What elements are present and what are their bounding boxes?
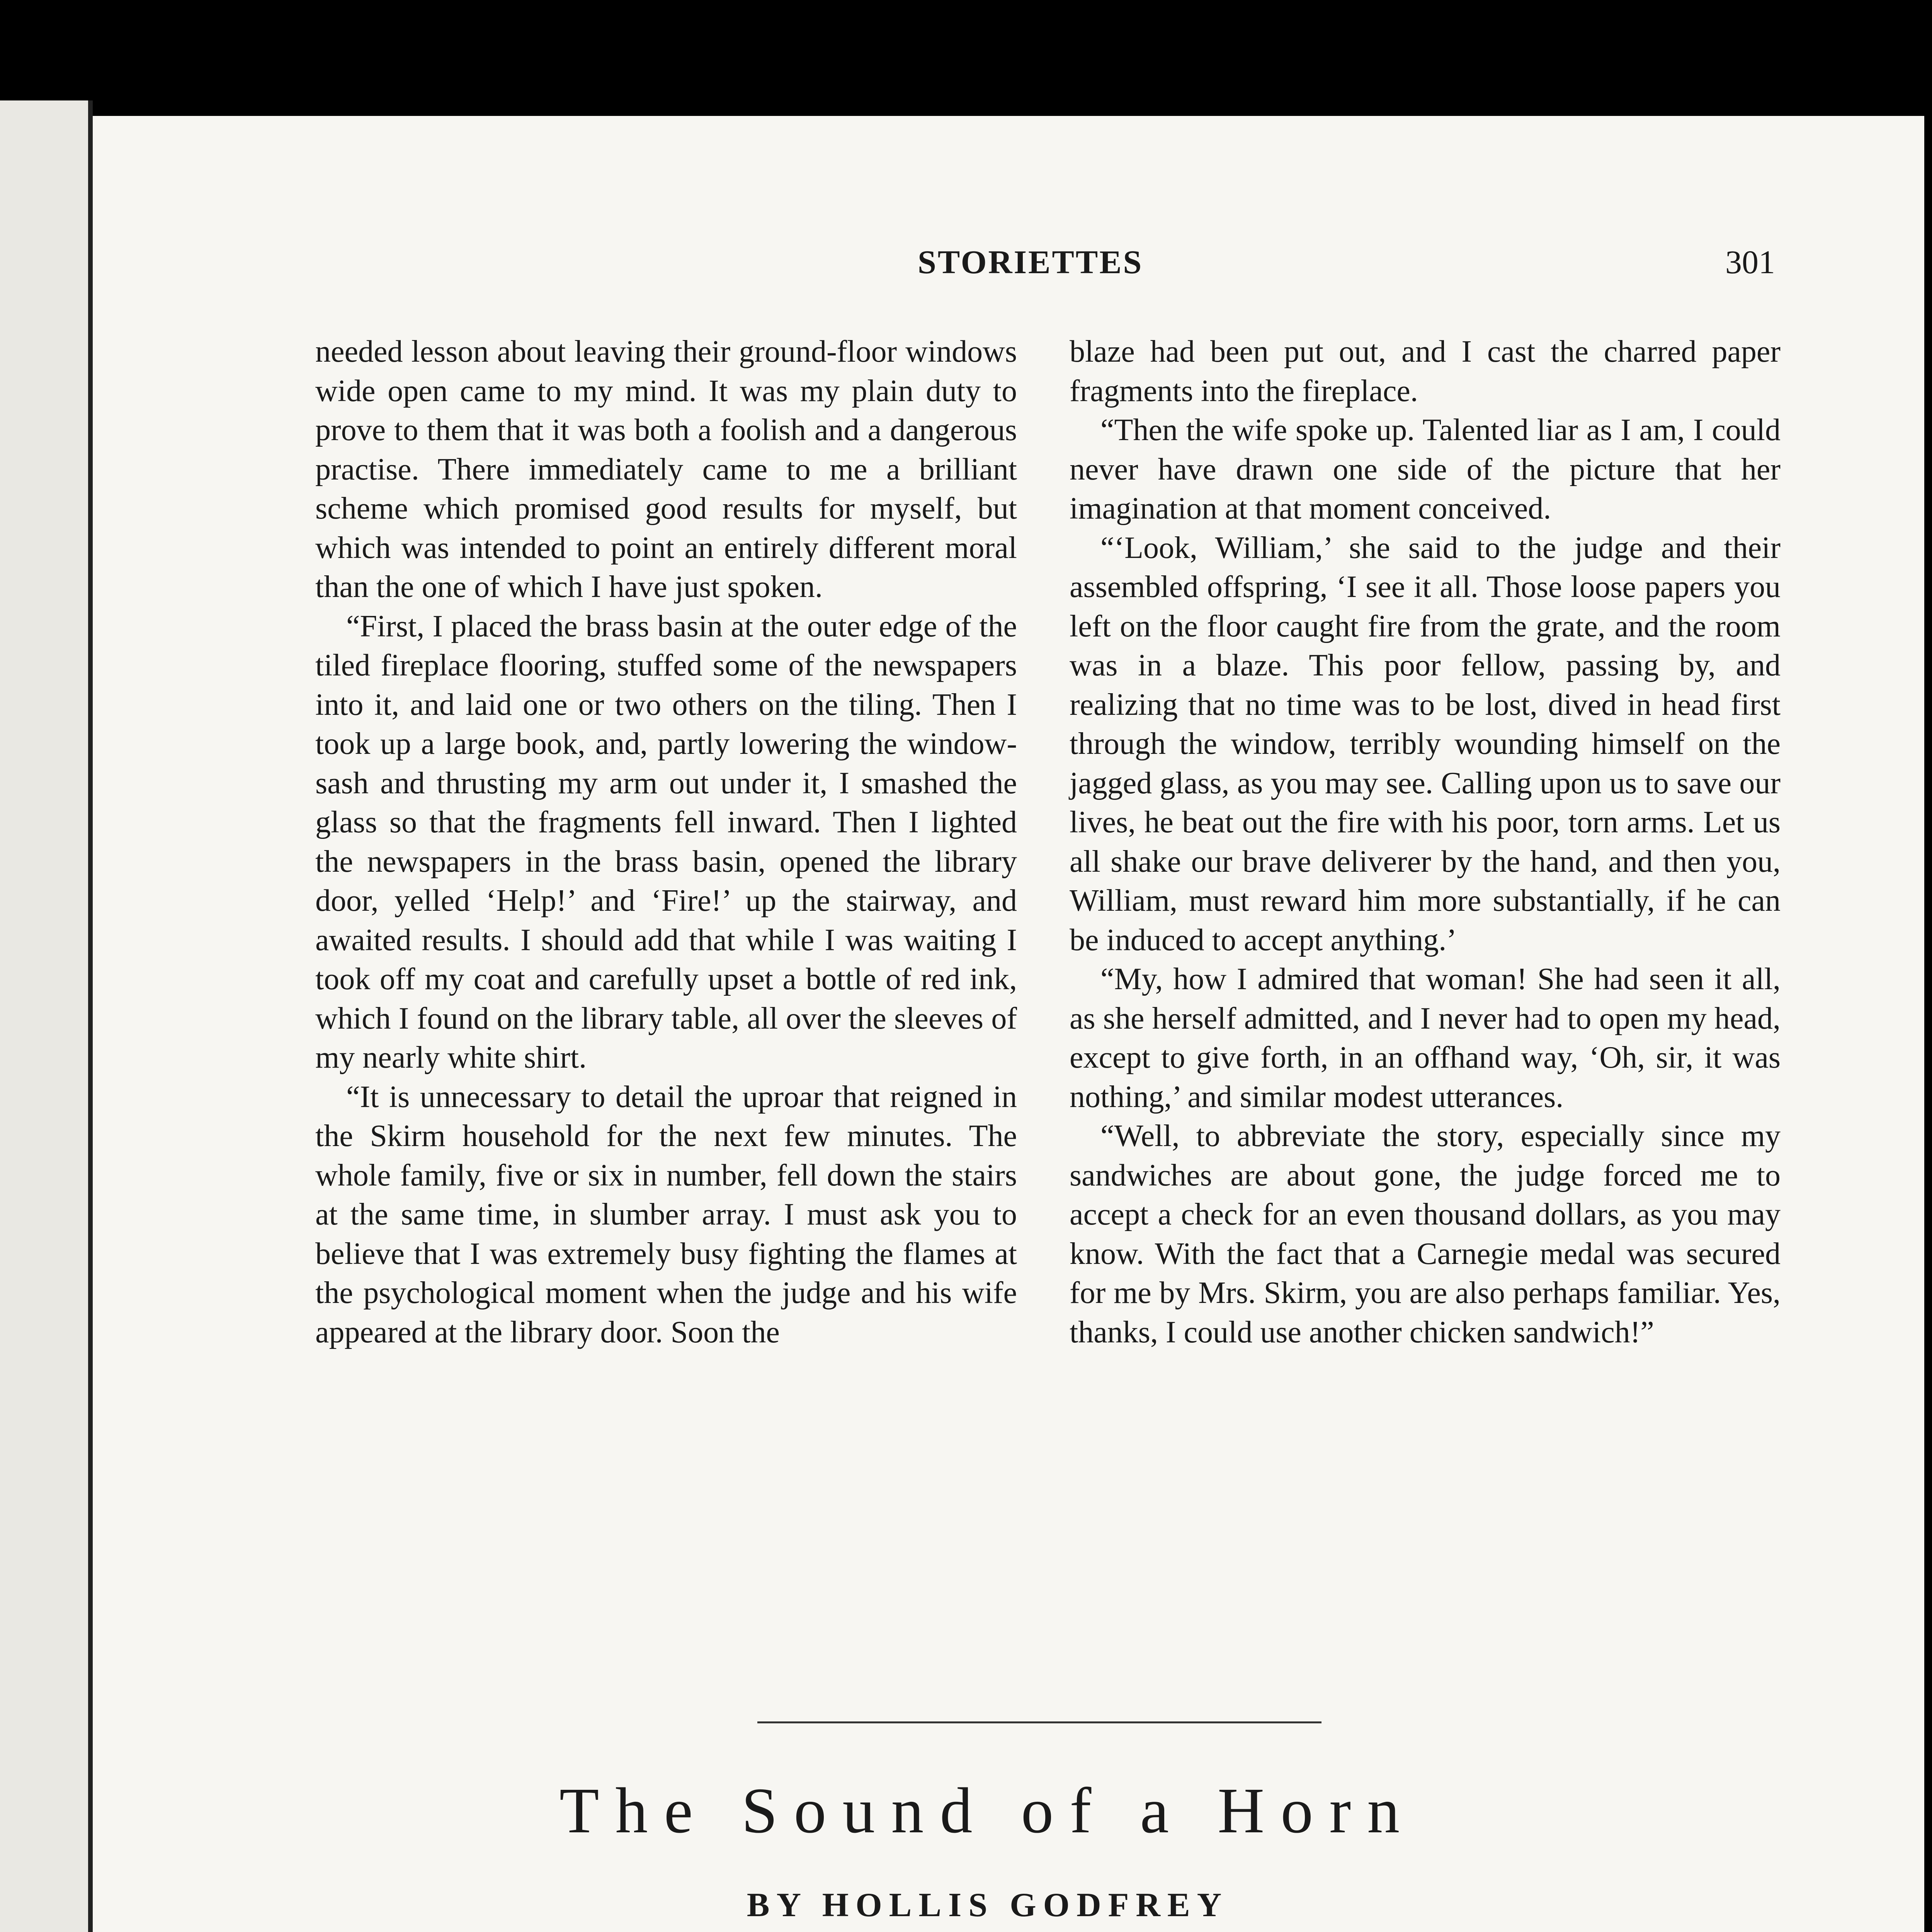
paragraph: blaze had been put out, and I cast the charred paper fragments into the fireplace. (1070, 335, 1781, 408)
page-number: 301 (1725, 243, 1775, 281)
paragraph: “My, how I admired that woman! She had seen it all, as she herself admitted, and I never had to open my head, except to give forth, in an offhand way, ‘Oh, sir, it was nothing,’ and similar modest utterances. (1070, 962, 1781, 1114)
column-left-top (315, 332, 1017, 1352)
running-head: STORIETTES (918, 243, 1143, 281)
paragraph: “It is unnecessary to detail the uproar that reigned in the Skirm household for the next few minutes. The whole family, five or six in number, fell down the stairs at the same time, in slumber array. I must ask you to believe that I was extremely busy fighting the flames at the psychological moment when the judge and his wife appeared at the library door. Soon the (315, 1080, 1017, 1349)
paragraph: “Then the wife spoke up. Talented liar as I am, I could never have drawn one side of the picture that her imagination at that moment conceived. (1070, 413, 1781, 526)
story-title: The Sound of a Horn (559, 1775, 1416, 1847)
paragraph: “First, I placed the brass basin at the outer edge of the tiled fireplace flooring, stuffed some of the newspapers into it, and laid one or two others on the tiling. Then I took up a large book, and, partly lowering the window-sash and thrusting my arm out under it, I smashed the glass so that the fragments fell inward. Then I lighted the newspapers in the brass basin, opened the library door, yelled ‘Help!’ and ‘Fire!’ up the stairway, and awaited results. I should add that while I was waiting I took off my coat and carefully upset a bottle of red ink, which I found on the library table, all over the sleeves of my nearly white shirt. (315, 609, 1017, 1075)
paragraph: “Well, to abbreviate the story, especially since my sandwiches are about gone, the judge forced me to accept a check for an even thousand dollars, as you may know. With the fact that a Carnegie medal was secured for me by Mrs. Skirm, you are also perhaps familiar. Yes, thanks, I could use another chicken sandwich!” (1070, 1119, 1781, 1349)
column-right-top (1070, 332, 1781, 1352)
paragraph: “‘Look, William,’ she said to the judge and their assembled offspring, ‘I see it all. Those loose papers you left on the floor caught fire from the grate, and the room was in a blaze. This poor fellow, passing by, and realizing that no time was to be lost, dived in head first through the window, terribly wounding himself on the jagged glass, as you may see. Calling upon us to save our lives, he beat out the fire with his poor, torn arms. Let us all shake our brave deliverer by the hand, and then you, William, must reward him more substantially, if he can be induced to accept anything.’ (1070, 531, 1781, 957)
section-divider (757, 1721, 1321, 1723)
facing-page-edge (0, 100, 93, 1932)
paragraph: needed lesson about leaving their ground-floor windows wide open came to my mind. It was my plain duty to prove to them that it was both a foolish and a dangerous practise. There immediately came to me a brilliant scheme which promised good results for myself, but which was intended to point an entirely different moral than the one of which I have just spoken. (315, 335, 1017, 604)
byline: BY HOLLIS GODFREY (747, 1886, 1229, 1924)
